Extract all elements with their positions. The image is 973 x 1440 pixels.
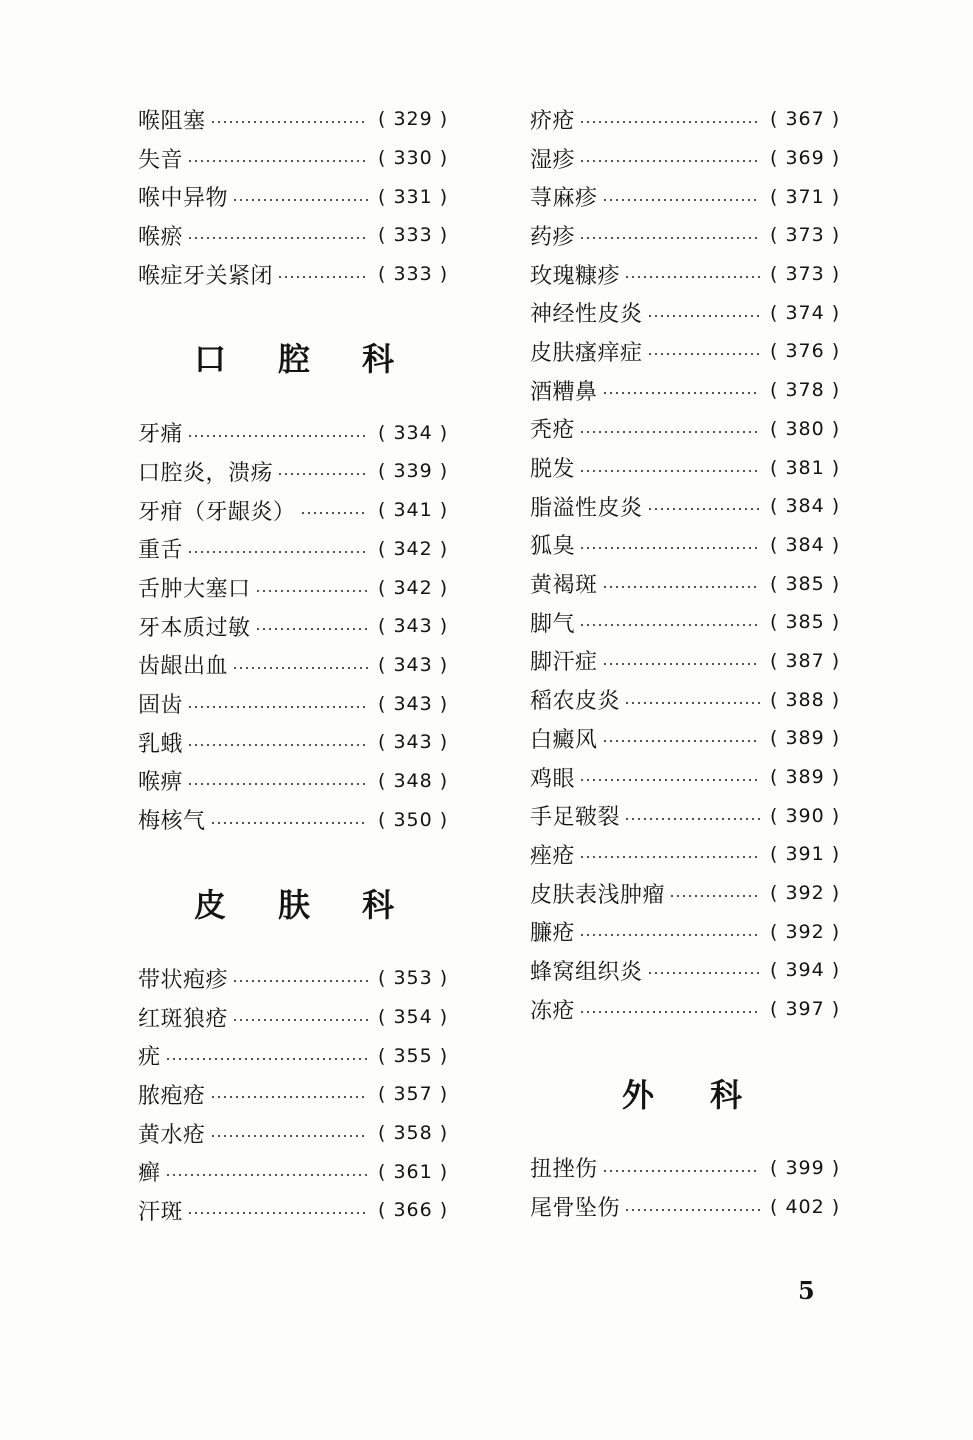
entry-title: 喉痹 — [138, 770, 184, 796]
dot-leader — [187, 160, 368, 162]
toc-group-throat — [138, 100, 448, 293]
entry-page: ( 389 ) — [770, 766, 841, 789]
dot-leader — [165, 1174, 368, 1176]
dot-leader — [579, 547, 760, 549]
entry-title: 皮肤表浅肿瘤 — [530, 882, 666, 908]
toc-entry — [530, 255, 840, 294]
toc-entry — [138, 762, 448, 801]
toc-entry — [530, 216, 840, 255]
entry-page: ( 341 ) — [378, 499, 449, 522]
dot-leader — [232, 199, 368, 201]
entry-page: ( 380 ) — [770, 417, 841, 440]
entry-title: 牙疳（牙龈炎） — [138, 499, 296, 525]
entry-title: 脚气 — [530, 611, 576, 637]
entry-title: 脱发 — [530, 457, 576, 483]
toc-group-skin-left — [138, 959, 448, 1230]
dot-leader — [579, 624, 760, 626]
entry-title: 鸡眼 — [530, 766, 576, 792]
toc-entry — [138, 568, 448, 607]
entry-page: ( 342 ) — [378, 537, 449, 560]
toc-entry — [530, 332, 840, 371]
dot-leader — [187, 1212, 368, 1214]
entry-page: ( 357 ) — [378, 1083, 449, 1106]
dot-leader — [255, 590, 368, 592]
section-heading-kouqiang: 口腔科 — [194, 340, 447, 379]
entry-title: 酒糟鼻 — [530, 379, 598, 405]
toc-entry — [138, 1075, 448, 1114]
dot-leader — [602, 392, 760, 394]
entry-page: ( 358 ) — [378, 1122, 449, 1145]
toc-entry — [530, 642, 840, 681]
entry-title: 神经性皮炎 — [530, 302, 643, 328]
dot-leader — [647, 972, 760, 974]
toc-entry — [530, 487, 840, 526]
toc-entry — [530, 293, 840, 332]
entry-title: 黄水疮 — [138, 1122, 206, 1148]
toc-entry — [138, 723, 448, 762]
entry-page: ( 348 ) — [378, 769, 449, 792]
entry-title: 冻疮 — [530, 998, 576, 1024]
toc-entry — [530, 526, 840, 565]
entry-page: ( 342 ) — [378, 576, 449, 599]
toc-entry — [138, 177, 448, 216]
entry-title: 疥疮 — [530, 108, 576, 134]
entry-title: 红斑狼疮 — [138, 1006, 229, 1032]
entry-title: 扭挫伤 — [530, 1157, 598, 1183]
entry-page: ( 399 ) — [770, 1156, 841, 1179]
dot-leader — [624, 276, 760, 278]
entry-page: ( 343 ) — [378, 653, 449, 676]
entry-title: 脚汗症 — [530, 650, 598, 676]
toc-entry — [530, 603, 840, 642]
dot-leader — [232, 667, 368, 669]
entry-title: 手足皲裂 — [530, 805, 621, 831]
entry-page: ( 392 ) — [770, 920, 841, 943]
toc-entry — [530, 680, 840, 719]
dot-leader — [624, 702, 760, 704]
entry-page: ( 371 ) — [770, 185, 841, 208]
toc-entry — [530, 564, 840, 603]
entry-page: ( 387 ) — [770, 649, 841, 672]
dot-leader — [187, 551, 368, 553]
toc-entry — [138, 530, 448, 569]
entry-title: 玫瑰糠疹 — [530, 263, 621, 289]
entry-page: ( 333 ) — [378, 263, 449, 286]
toc-entry — [138, 216, 448, 255]
entry-page: ( 350 ) — [378, 808, 449, 831]
entry-page: ( 330 ) — [378, 147, 449, 170]
entry-title: 皮肤瘙痒症 — [530, 340, 643, 366]
dot-leader — [602, 663, 760, 665]
dot-leader — [187, 744, 368, 746]
dot-leader — [210, 121, 368, 123]
entry-title: 白癜风 — [530, 727, 598, 753]
dot-leader — [579, 237, 760, 239]
entry-title: 齿龈出血 — [138, 654, 229, 680]
toc-entry — [530, 912, 840, 951]
entry-page: ( 388 ) — [770, 688, 841, 711]
entry-title: 黄褐斑 — [530, 573, 598, 599]
dot-leader — [187, 237, 368, 239]
toc-entry — [138, 646, 448, 685]
toc-entry — [530, 1149, 840, 1188]
toc-entry — [530, 874, 840, 913]
dot-leader — [579, 856, 760, 858]
dot-leader — [579, 779, 760, 781]
entry-page: ( 378 ) — [770, 379, 841, 402]
toc-entry — [138, 413, 448, 452]
dot-leader — [624, 1209, 760, 1211]
entry-page: ( 343 ) — [378, 731, 449, 754]
dot-leader — [210, 1135, 368, 1137]
dot-leader — [277, 276, 368, 278]
toc-entry — [138, 139, 448, 178]
dot-leader — [210, 822, 368, 824]
dot-leader — [579, 470, 760, 472]
entry-title: 口腔炎，溃疡 — [138, 460, 274, 486]
toc-group-surgery — [530, 1149, 840, 1226]
entry-title: 疣 — [138, 1045, 161, 1071]
dot-leader — [232, 1019, 368, 1021]
entry-page: ( 366 ) — [378, 1199, 449, 1222]
entry-page: ( 333 ) — [378, 224, 449, 247]
entry-title: 秃疮 — [530, 418, 576, 444]
entry-page: ( 392 ) — [770, 882, 841, 905]
entry-title: 喉中异物 — [138, 186, 229, 212]
entry-title: 牙本质过敏 — [138, 615, 251, 641]
entry-title: 固齿 — [138, 693, 184, 719]
toc-entry — [530, 990, 840, 1029]
dot-leader — [624, 818, 760, 820]
toc-entry — [530, 177, 840, 216]
entry-page: ( 384 ) — [770, 495, 841, 518]
entry-page: ( 391 ) — [770, 843, 841, 866]
toc-entry — [530, 796, 840, 835]
toc-entry — [530, 371, 840, 410]
toc-entry — [138, 1152, 448, 1191]
entry-page: ( 329 ) — [378, 108, 449, 131]
entry-title: 脓疱疮 — [138, 1083, 206, 1109]
entry-title: 药疹 — [530, 224, 576, 250]
entry-page: ( 376 ) — [770, 340, 841, 363]
entry-page: ( 354 ) — [378, 1006, 449, 1029]
page-number: 5 — [798, 1276, 815, 1305]
dot-leader — [187, 706, 368, 708]
toc-entry — [138, 998, 448, 1037]
toc-entry — [530, 139, 840, 178]
entry-title: 喉阻塞 — [138, 108, 206, 134]
entry-page: ( 394 ) — [770, 959, 841, 982]
entry-page: ( 384 ) — [770, 533, 841, 556]
dot-leader — [647, 315, 760, 317]
toc-group-oral — [138, 413, 448, 839]
dot-leader — [647, 353, 760, 355]
toc-entry — [138, 1036, 448, 1075]
dot-leader — [579, 160, 760, 162]
toc-group-skin-right — [530, 100, 840, 1029]
entry-title: 舌肿大塞口 — [138, 577, 251, 603]
entry-title: 梅核气 — [138, 809, 206, 835]
entry-title: 癣 — [138, 1161, 161, 1187]
section-heading-waike: 外科 — [622, 1075, 799, 1114]
entry-page: ( 397 ) — [770, 998, 841, 1021]
entry-title: 带状疱疹 — [138, 967, 229, 993]
toc-entry — [530, 951, 840, 990]
entry-page: ( 390 ) — [770, 804, 841, 827]
toc-entry — [138, 1114, 448, 1153]
toc-entry — [530, 1187, 840, 1226]
entry-page: ( 343 ) — [378, 692, 449, 715]
entry-title: 脂溢性皮炎 — [530, 495, 643, 521]
toc-right-column — [530, 100, 840, 1226]
dot-leader — [579, 431, 760, 433]
entry-page: ( 339 ) — [378, 460, 449, 483]
toc-entry — [138, 100, 448, 139]
entry-page: ( 381 ) — [770, 456, 841, 479]
entry-title: 湿疹 — [530, 147, 576, 173]
dot-leader — [602, 740, 760, 742]
dot-leader — [187, 435, 368, 437]
entry-title: 牙痛 — [138, 422, 184, 448]
entry-page: ( 373 ) — [770, 263, 841, 286]
entry-page: ( 343 ) — [378, 615, 449, 638]
entry-page: ( 369 ) — [770, 147, 841, 170]
dot-leader — [579, 121, 760, 123]
entry-title: 尾骨坠伤 — [530, 1196, 621, 1222]
entry-page: ( 355 ) — [378, 1044, 449, 1067]
dot-leader — [300, 512, 368, 514]
entry-title: 汗斑 — [138, 1199, 184, 1225]
toc-entry — [138, 607, 448, 646]
dot-leader — [255, 628, 368, 630]
entry-title: 狐臭 — [530, 534, 576, 560]
entry-page: ( 331 ) — [378, 185, 449, 208]
entry-page: ( 385 ) — [770, 611, 841, 634]
entry-page: ( 374 ) — [770, 301, 841, 324]
entry-title: 荨麻疹 — [530, 186, 598, 212]
dot-leader — [647, 508, 760, 510]
entry-title: 重舌 — [138, 538, 184, 564]
entry-page: ( 402 ) — [770, 1195, 841, 1218]
entry-page: ( 373 ) — [770, 224, 841, 247]
dot-leader — [579, 934, 760, 936]
entry-title: 乳蛾 — [138, 731, 184, 757]
toc-entry — [138, 800, 448, 839]
toc-entry — [530, 835, 840, 874]
entry-title: 痤疮 — [530, 843, 576, 869]
dot-leader — [187, 783, 368, 785]
dot-leader — [277, 473, 368, 475]
toc-entry — [138, 452, 448, 491]
dot-leader — [602, 199, 760, 201]
entry-title: 失音 — [138, 147, 184, 173]
dot-leader — [669, 895, 760, 897]
dot-leader — [579, 1011, 760, 1013]
dot-leader — [232, 980, 368, 982]
entry-page: ( 334 ) — [378, 421, 449, 444]
entry-title: 臁疮 — [530, 921, 576, 947]
toc-entry — [138, 1191, 448, 1230]
entry-page: ( 389 ) — [770, 727, 841, 750]
toc-entry — [138, 255, 448, 294]
entry-page: ( 353 ) — [378, 967, 449, 990]
entry-title: 蜂窝组织炎 — [530, 959, 643, 985]
toc-entry — [138, 684, 448, 723]
toc-entry — [530, 758, 840, 797]
dot-leader — [165, 1058, 368, 1060]
section-heading-pifu: 皮肤科 — [194, 886, 447, 924]
toc-entry — [138, 491, 448, 530]
entry-page: ( 361 ) — [378, 1160, 449, 1183]
dot-leader — [210, 1096, 368, 1098]
entry-title: 喉症牙关紧闭 — [138, 263, 274, 289]
toc-entry — [530, 100, 840, 139]
toc-entry — [138, 959, 448, 998]
entry-title: 稻农皮炎 — [530, 689, 621, 715]
toc-left-column — [138, 100, 448, 1230]
entry-title: 喉瘀 — [138, 224, 184, 250]
toc-entry — [530, 448, 840, 487]
dot-leader — [602, 586, 760, 588]
dot-leader — [602, 1170, 760, 1172]
toc-entry — [530, 719, 840, 758]
entry-page: ( 385 ) — [770, 572, 841, 595]
toc-entry — [530, 410, 840, 449]
entry-page: ( 367 ) — [770, 108, 841, 131]
